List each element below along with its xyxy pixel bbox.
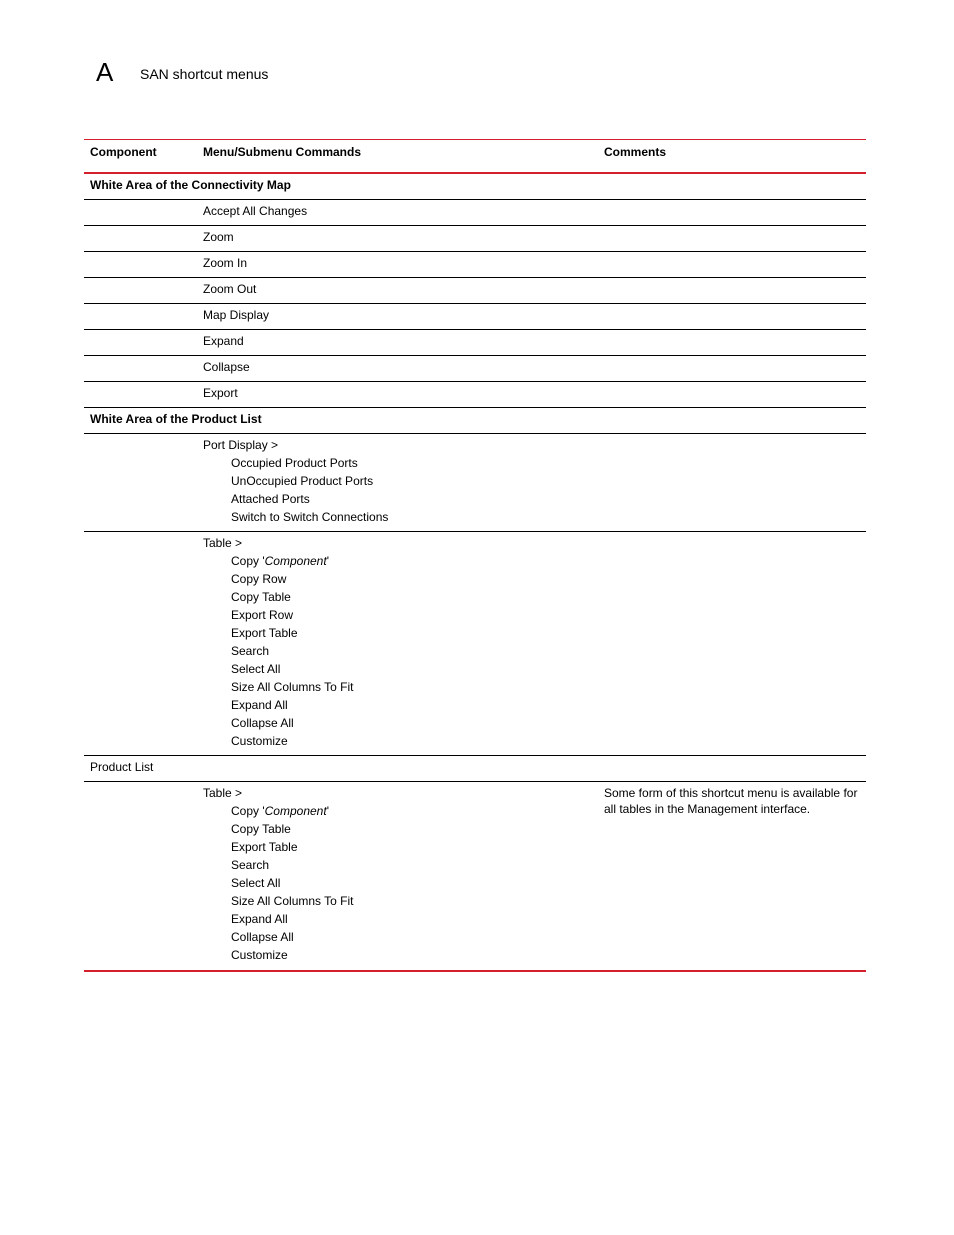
table-row [84, 278, 866, 304]
submenu-item-copy-component [203, 552, 592, 570]
command-cell: Map Display [197, 304, 598, 330]
copy-italic: Component [264, 554, 327, 568]
submenu-item: Collapse All [231, 716, 294, 730]
submenu-item: Copy Table [231, 822, 291, 836]
command-cell [197, 782, 598, 972]
table-row-product-list-table [84, 782, 866, 972]
command-cell: Zoom In [197, 252, 598, 278]
column-header-component: Component [84, 140, 197, 174]
command-cell: Expand [197, 330, 598, 356]
submenu-label: Table > [203, 786, 243, 800]
table-row [84, 382, 866, 408]
submenu-item: Collapse All [231, 930, 294, 944]
table-row [84, 304, 866, 330]
command-cell [197, 434, 598, 532]
submenu-item: Export Table [231, 840, 298, 854]
submenu-item: Copy Table [231, 590, 291, 604]
submenu-item: Search [231, 644, 270, 658]
submenu-item: Expand All [231, 698, 288, 712]
copy-prefix: Copy ' [231, 804, 265, 818]
submenu-item: UnOccupied Product Ports [231, 474, 374, 488]
comment-cell: Some form of this shortcut menu is available for all tables in the Management interface. [598, 782, 866, 972]
submenu-item: Select All [231, 876, 281, 890]
table-row [84, 200, 866, 226]
table-row-port-display [84, 434, 866, 532]
appendix-letter: A [96, 57, 114, 87]
submenu-item: Size All Columns To Fit [231, 894, 354, 908]
submenu-item: Size All Columns To Fit [231, 680, 354, 694]
submenu-item: Switch to Switch Connections [231, 510, 389, 524]
table-row [84, 252, 866, 278]
submenu-label: Port Display > [203, 438, 279, 452]
submenu-item: Export Row [231, 608, 294, 622]
command-cell [197, 532, 598, 756]
table-row [84, 330, 866, 356]
submenu-item: Customize [231, 948, 288, 962]
table-row-product-list [84, 756, 866, 782]
command-cell: Export [197, 382, 598, 408]
submenu-item: Copy Row [231, 572, 287, 586]
copy-suffix: ' [326, 554, 329, 568]
section-title: White Area of the Product List [84, 408, 866, 434]
copy-prefix: Copy ' [231, 554, 265, 568]
command-cell: Zoom [197, 226, 598, 252]
command-cell: Collapse [197, 356, 598, 382]
column-header-commands: Menu/Submenu Commands [197, 140, 598, 174]
table-header-row [84, 140, 866, 174]
table-row-table-menu [84, 532, 866, 756]
submenu-item: Customize [231, 734, 288, 748]
submenu-label: Table > [203, 536, 243, 550]
copy-suffix: ' [326, 804, 329, 818]
submenu-item: Expand All [231, 912, 288, 926]
submenu-item: Select All [231, 662, 281, 676]
submenu-item: Attached Ports [231, 492, 310, 506]
submenu-item: Export Table [231, 626, 298, 640]
submenu-item: Search [231, 858, 270, 872]
shortcut-menu-table [84, 139, 866, 972]
section-row-product-list [84, 408, 866, 434]
submenu-item-copy-component [203, 802, 592, 820]
table-row [84, 356, 866, 382]
copy-italic: Component [264, 804, 327, 818]
component-cell: Product List [84, 756, 866, 782]
page-header-title: SAN shortcut menus [140, 66, 269, 82]
command-cell: Zoom Out [197, 278, 598, 304]
submenu-item: Occupied Product Ports [231, 456, 358, 470]
command-cell: Accept All Changes [197, 200, 598, 226]
table-row [84, 226, 866, 252]
section-row-connectivity-map [84, 173, 866, 200]
column-header-comments: Comments [598, 140, 866, 174]
section-title: White Area of the Connectivity Map [84, 173, 866, 200]
